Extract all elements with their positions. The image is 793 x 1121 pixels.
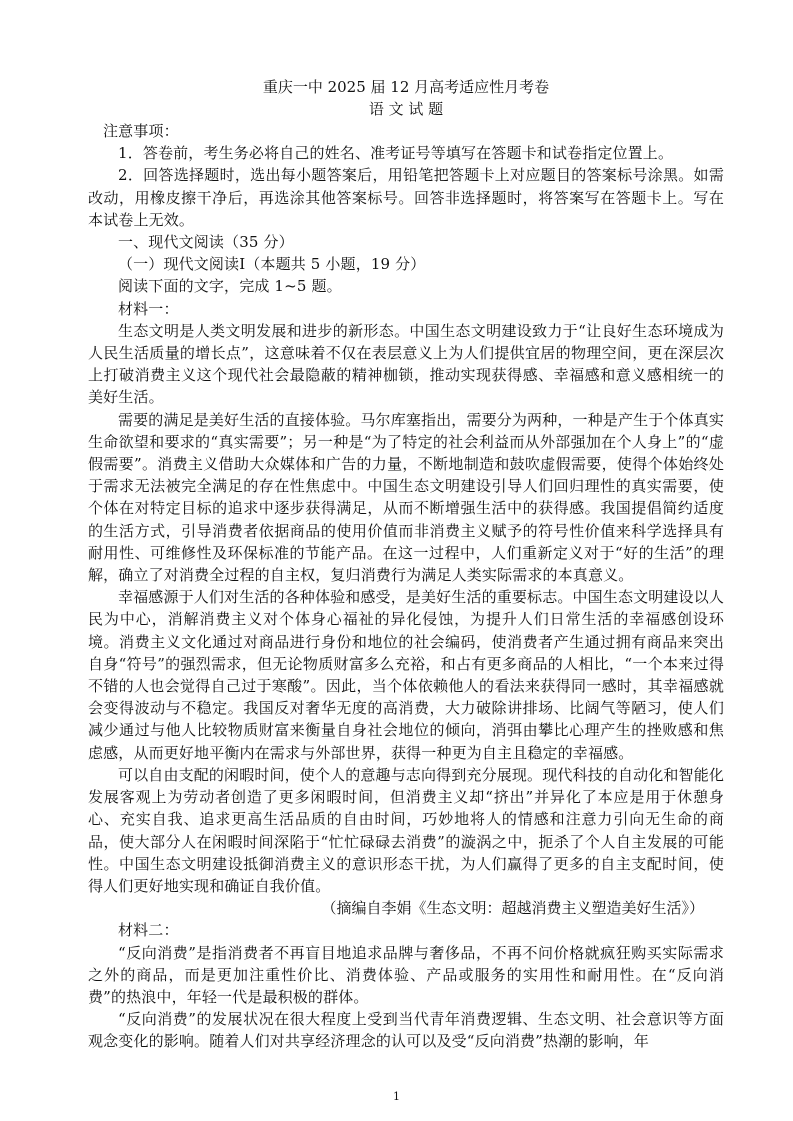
- material1-label: 材料一：: [118, 299, 179, 318]
- notice-heading: 注意事项：: [103, 122, 179, 140]
- material1-source: （摘编自李娟《生态文明：超越消费主义塑造美好生活》）: [321, 899, 704, 918]
- material1-paragraph: 可以自由支配的闲暇时间，使个人的意趣与志向得到充分展现。现代科技的自动化和智能化发展客观上为劳动者创造了更多闲暇时间，但消费主义却“挤出”并异化了本应是用于休憩身心、充实自我、追求更高生活品质的自由时间，巧妙地将人的情感和注意力引向无生命的商品，使大部分人在闲暇时间深陷于“忙忙碌碌去消费”的漩涡之中，扼杀了个人自主发展的可能性。中国生态文明建设抵御消费主义的意识形态干扰，为人们赢得了更多的自主支配时间，使得人们更好地实现和确证自我价值。: [88, 765, 725, 895]
- notice-item-1: 1．答卷前，考生务必将自己的姓名、准考证号等填写在答题卡和试卷指定位置上。: [118, 144, 674, 163]
- material2-paragraph: “反向消费”的发展状况在很大程度上受到当代青年消费逻辑、生态文明、社会意识等方面观念变化的影响。随着人们对共享经济理念的认可以及受“反向消费”热潮的影响，年: [88, 1010, 724, 1051]
- page-number: 1: [393, 1090, 400, 1103]
- notice-item-2: 2．回答选择题时，选出每小题答案后，用铅笔把答题卡上对应题目的答案标号涂黑。如需改动，用橡皮擦干净后，再选涂其他答案标号。回答非选择题时，将答案写在答题卡上。写在本试卷上无效。: [88, 166, 724, 229]
- material1-paragraph: 幸福感源于人们对生活的各种体验和感受，是美好生活的重要标志。中国生态文明建设以人民为中心，消解消费主义对个体身心福祉的异化侵蚀，为提升人们日常生活的幸福感创设环境。消费主义文化通过对商品进行身份和地位的社会编码，使消费者产生通过拥有商品来突出自身“符号”的强烈需求，但无论物质财富多么充裕，和占有更多商品的人相比，“一个本来过得不错的人也会觉得自己过于寒酸”。因此，当个体依赖他人的看法来获得同一感时，其幸福感就会变得波动与不稳定。我国反对奢华无度的高消费，大力破除讲排场、比阔气等陋习，使人们减少通过与他人比较物质财富来衡量自身社会地位的倾向，消弭由攀比心理产生的挫败感和焦虑感，从而更好地平衡内在需求与外部世界，获得一种更为自主且稳定的幸福感。: [88, 588, 725, 762]
- exam-subtitle: 语 文 试 题: [368, 100, 444, 118]
- document-page: [88, 76, 724, 1053]
- material2-paragraph: “反向消费”是指消费者不再盲目地追求品牌与奢侈品，不再不问价格就疯狂购买实际需求之外的商品，而是更加注重性价比、消费体验、产品或服务的实用性和耐用性。在“反向消费”的热浪中，年轻一代是最积极的群体。: [88, 943, 724, 1007]
- material2-label: 材料二：: [118, 921, 179, 940]
- material1-paragraph: 需要的满足是美好生活的直接体验。马尔库塞指出，需要分为两种，一种是产生于个体真实生命欲望和要求的“真实需要”；另一种是“为了特定的社会利益而从外部强加在个人身上”的“虚假需要”。消费主义借助大众媒体和广告的力量，不断地制造和鼓吹虚假需要，使得个体始终处于需求无法被完全满足的存在性焦虑中。中国生态文明建设引导人们回归理性的真实需要，使个体在对特定目标的追求中逐步获得满足，从而不断增强生活中的获得感。我国提倡简约适度的生活方式，引导消费者依据商品的使用价值而非消费主义赋予的符号性价值来科学选择具有耐用性、可维修性及环保标准的节能产品。在这一过程中，人们重新定义对于“好的生活”的理解，确立了对消费全过程的自主权，复归消费行为满足人类实际需求的本真意义。: [88, 410, 725, 585]
- exam-title: 重庆一中 2025 届 12 月高考适应性月考卷: [262, 78, 550, 96]
- section-instruction: 阅读下面的文字，完成 1~5 题。: [118, 277, 342, 296]
- section-subheading: （一）现代文阅读Ⅰ（本题共 5 小题，19 分）: [118, 255, 426, 274]
- material1-paragraph: 生态文明是人类文明发展和进步的新形态。中国生态文明建设致力于“让良好生态环境成为人民生活质量的增长点”，这意味着不仅在表层意义上为人们提供宜居的物理空间，更在深层次上打破消费主义这个现代社会最隐蔽的精神枷锁，推动实现获得感、幸福感和意义感相统一的美好生活。: [88, 321, 724, 407]
- section-heading: 一、现代文阅读（35 分）: [118, 233, 294, 252]
